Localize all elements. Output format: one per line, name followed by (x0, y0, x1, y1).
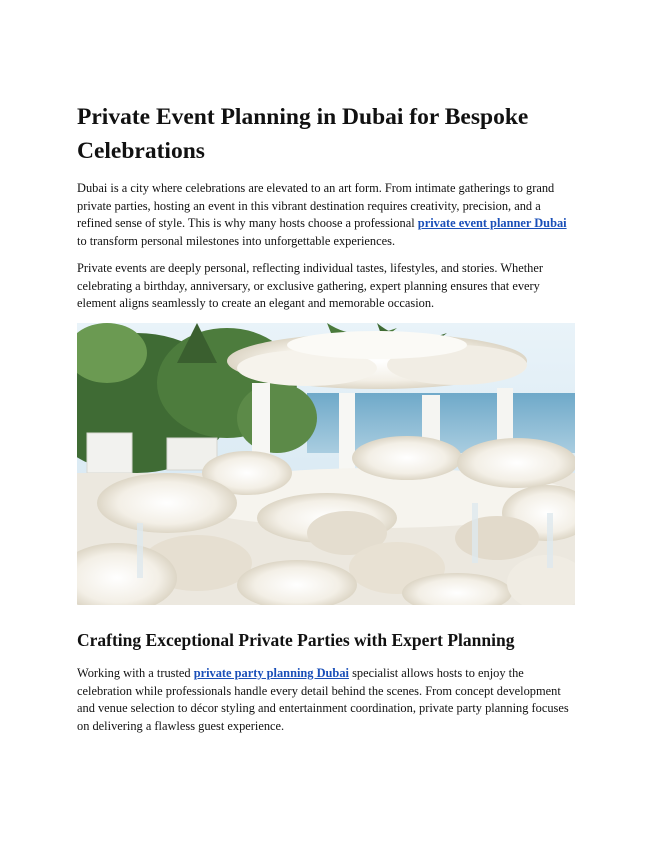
private-party-planning-link[interactable]: private party planning Dubai (193, 666, 349, 680)
page-title: Private Event Planning in Dubai for Bespoke Celebrations (77, 104, 529, 164)
section-text-before: Working with a trusted (77, 666, 194, 680)
intro-text-after: to transform personal milestones into unforgettable experiences. (77, 233, 396, 248)
event-venue-photo (77, 323, 575, 605)
private-event-planner-link[interactable]: private event planner Dubai (417, 216, 567, 230)
second-paragraph: Private events are deeply personal, reflecting individual tastes, lifestyles, and stories. Whether celebrating a birthday, anniversary, or exclusive gathering, expert planning ensures that every element aligns seamlessly to create an elegant and memorable occasion. (77, 261, 543, 310)
intro-text-before: Dubai is a city where celebrations are elevated to an art form. From intimate gatherings to grand private parties, hosting an event in this vibrant destination requires creativity, precision, and a refined sense of style. This is why many hosts choose a professional (77, 181, 555, 230)
intro-paragraph (77, 180, 575, 250)
section-heading: Crafting Exceptional Private Parties with Expert Planning (77, 630, 515, 650)
section-paragraph (77, 665, 575, 735)
section-text-after: specialist allows hosts to enjoy the celebration while professionals handle every detail behind the scenes. From concept development and venue selection to décor styling and entertainment coordination, private party planning focuses on delivering a flawless guest experience. (77, 666, 569, 733)
